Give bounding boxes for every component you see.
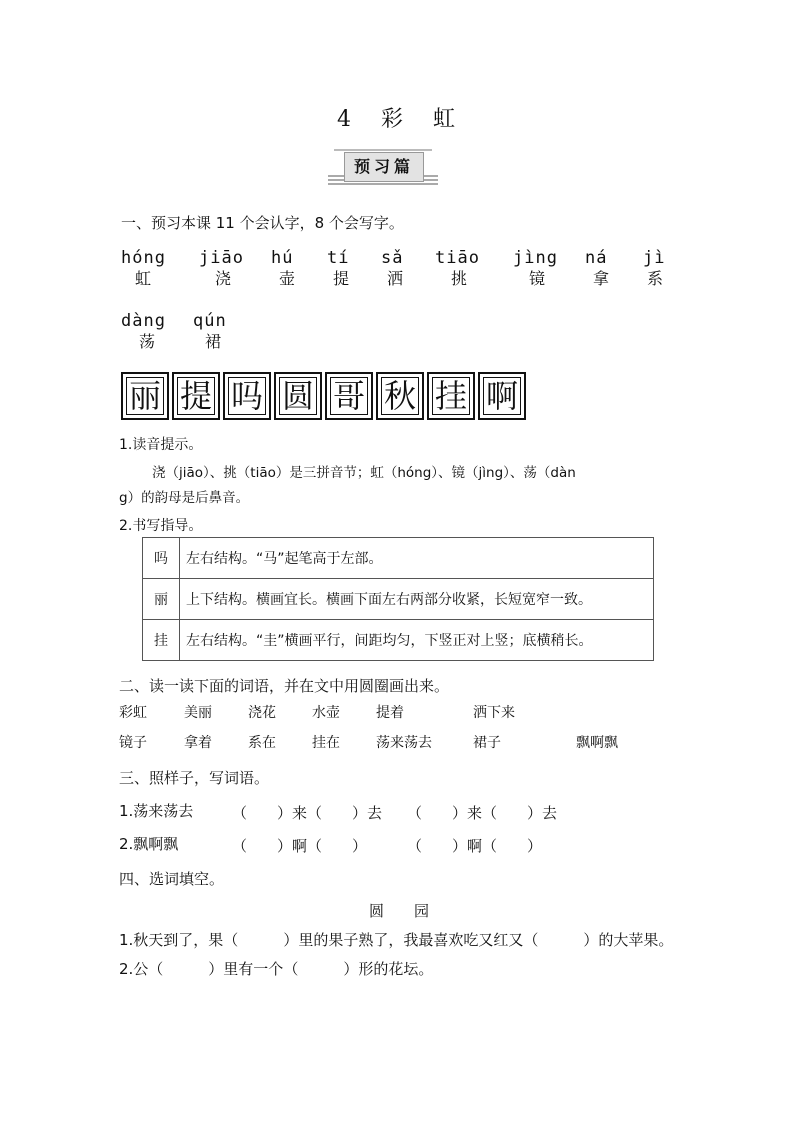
page-title [0,102,794,133]
grid-cell: 吗 [223,372,271,420]
grid-cell: 秋 [376,372,424,420]
tip-1-line-1: 浇（jiāo）、挑（tiāo）是三拼音节；虹（hóng）、镜（jìng）、荡（dàn [152,465,576,481]
example-1-label: 1.荡来荡去 [119,802,194,820]
guide-text: 上下结构。横画宜长。横画下面左右两部分收紧，长短宽窄一致。 [180,579,654,620]
pinyin-row-1 [121,248,681,288]
example-2-label: 2.飘啊飘 [119,835,179,853]
guide-text: 左右结构。“马”起笔高于左部。 [180,538,654,579]
hanzi: 提 [333,269,350,288]
word: 提着 [376,705,404,721]
guide-char: 丽 [143,579,180,620]
word: 镜子 [119,735,147,751]
hanzi: 浇 [215,269,232,288]
word: 美丽 [184,705,212,721]
hanzi: 镜 [529,269,546,288]
grid-cell: 啊 [478,372,526,420]
word: 挂在 [312,735,340,751]
grid-cell: 挂 [427,372,475,420]
badge-label: 预习篇 [344,152,424,182]
title-char-2: 虹 [433,107,458,132]
title-char-1: 彩 [380,107,405,132]
table-row [143,620,654,661]
word: 裙子 [473,735,501,751]
table-row [143,538,654,579]
hanzi: 荡 [139,332,156,351]
word: 荡来荡去 [376,735,432,751]
section-4-heading: 四、选词填空。 [119,870,225,888]
pinyin: sǎ [381,248,404,268]
example-2-blank-b: （ ）啊（ ） [407,837,543,855]
example-2-blank-a: （ ）啊（ ） [232,837,368,855]
pinyin: jì [643,248,666,268]
section-1-heading: 一、预习本课 11 个会认字，8 个会写字。 [121,214,404,232]
lesson-number: 4 [336,107,353,132]
word: 飘啊飘 [576,735,618,751]
fill-sentence-2: 2.公（ ）里有一个（ ）形的花坛。 [119,960,434,978]
word: 洒下来 [473,705,515,721]
tip-1-line-2: g）的韵母是后鼻音。 [119,490,250,506]
table-row [143,579,654,620]
section-3-heading: 三、照样子，写词语。 [119,769,270,787]
writing-grid [121,372,529,420]
fill-sentence-1: 1.秋天到了，果（ ）里的果子熟了，我最喜欢吃又红又（ ）的大苹果。 [119,931,674,949]
pinyin: tiāo [435,248,480,268]
guide-text: 左右结构。“圭”横画平行，间距均匀，下竖正对上竖；底横稍长。 [180,620,654,661]
hanzi: 系 [647,269,664,288]
hanzi: 洒 [387,269,404,288]
pinyin: jìng [513,248,558,268]
pinyin: qún [193,311,227,331]
pinyin: ná [585,248,608,268]
pinyin: hú [271,248,294,268]
hanzi: 拿 [593,269,610,288]
hanzi: 裙 [205,332,222,351]
guide-char: 挂 [143,620,180,661]
grid-cell: 提 [172,372,220,420]
hanzi: 挑 [451,269,468,288]
grid-cell: 圆 [274,372,322,420]
word: 彩虹 [119,705,147,721]
word-choices: 圆 园 [369,902,430,920]
tip-1-title: 1.读音提示。 [119,437,203,453]
word: 水壶 [312,705,340,721]
pinyin: hóng [121,248,166,268]
pinyin: tí [327,248,350,268]
grid-cell: 哥 [325,372,373,420]
pinyin: dàng [121,311,166,331]
example-1-blank-a: （ ）来（ ）去 [232,804,383,822]
section-2-heading: 二、读一读下面的词语，并在文中用圆圈画出来。 [119,677,450,695]
tip-2-title: 2.书写指导。 [119,518,203,534]
hanzi: 壶 [279,269,296,288]
pinyin: jiāo [199,248,244,268]
hanzi: 虹 [135,269,152,288]
word: 浇花 [248,705,276,721]
word: 拿着 [184,735,212,751]
guide-char: 吗 [143,538,180,579]
writing-guide-table [142,537,654,661]
pinyin-row-2 [121,311,281,351]
example-1-blank-b: （ ）来（ ）去 [407,804,558,822]
grid-cell: 丽 [121,372,169,420]
word: 系在 [248,735,276,751]
preview-badge [328,146,438,188]
